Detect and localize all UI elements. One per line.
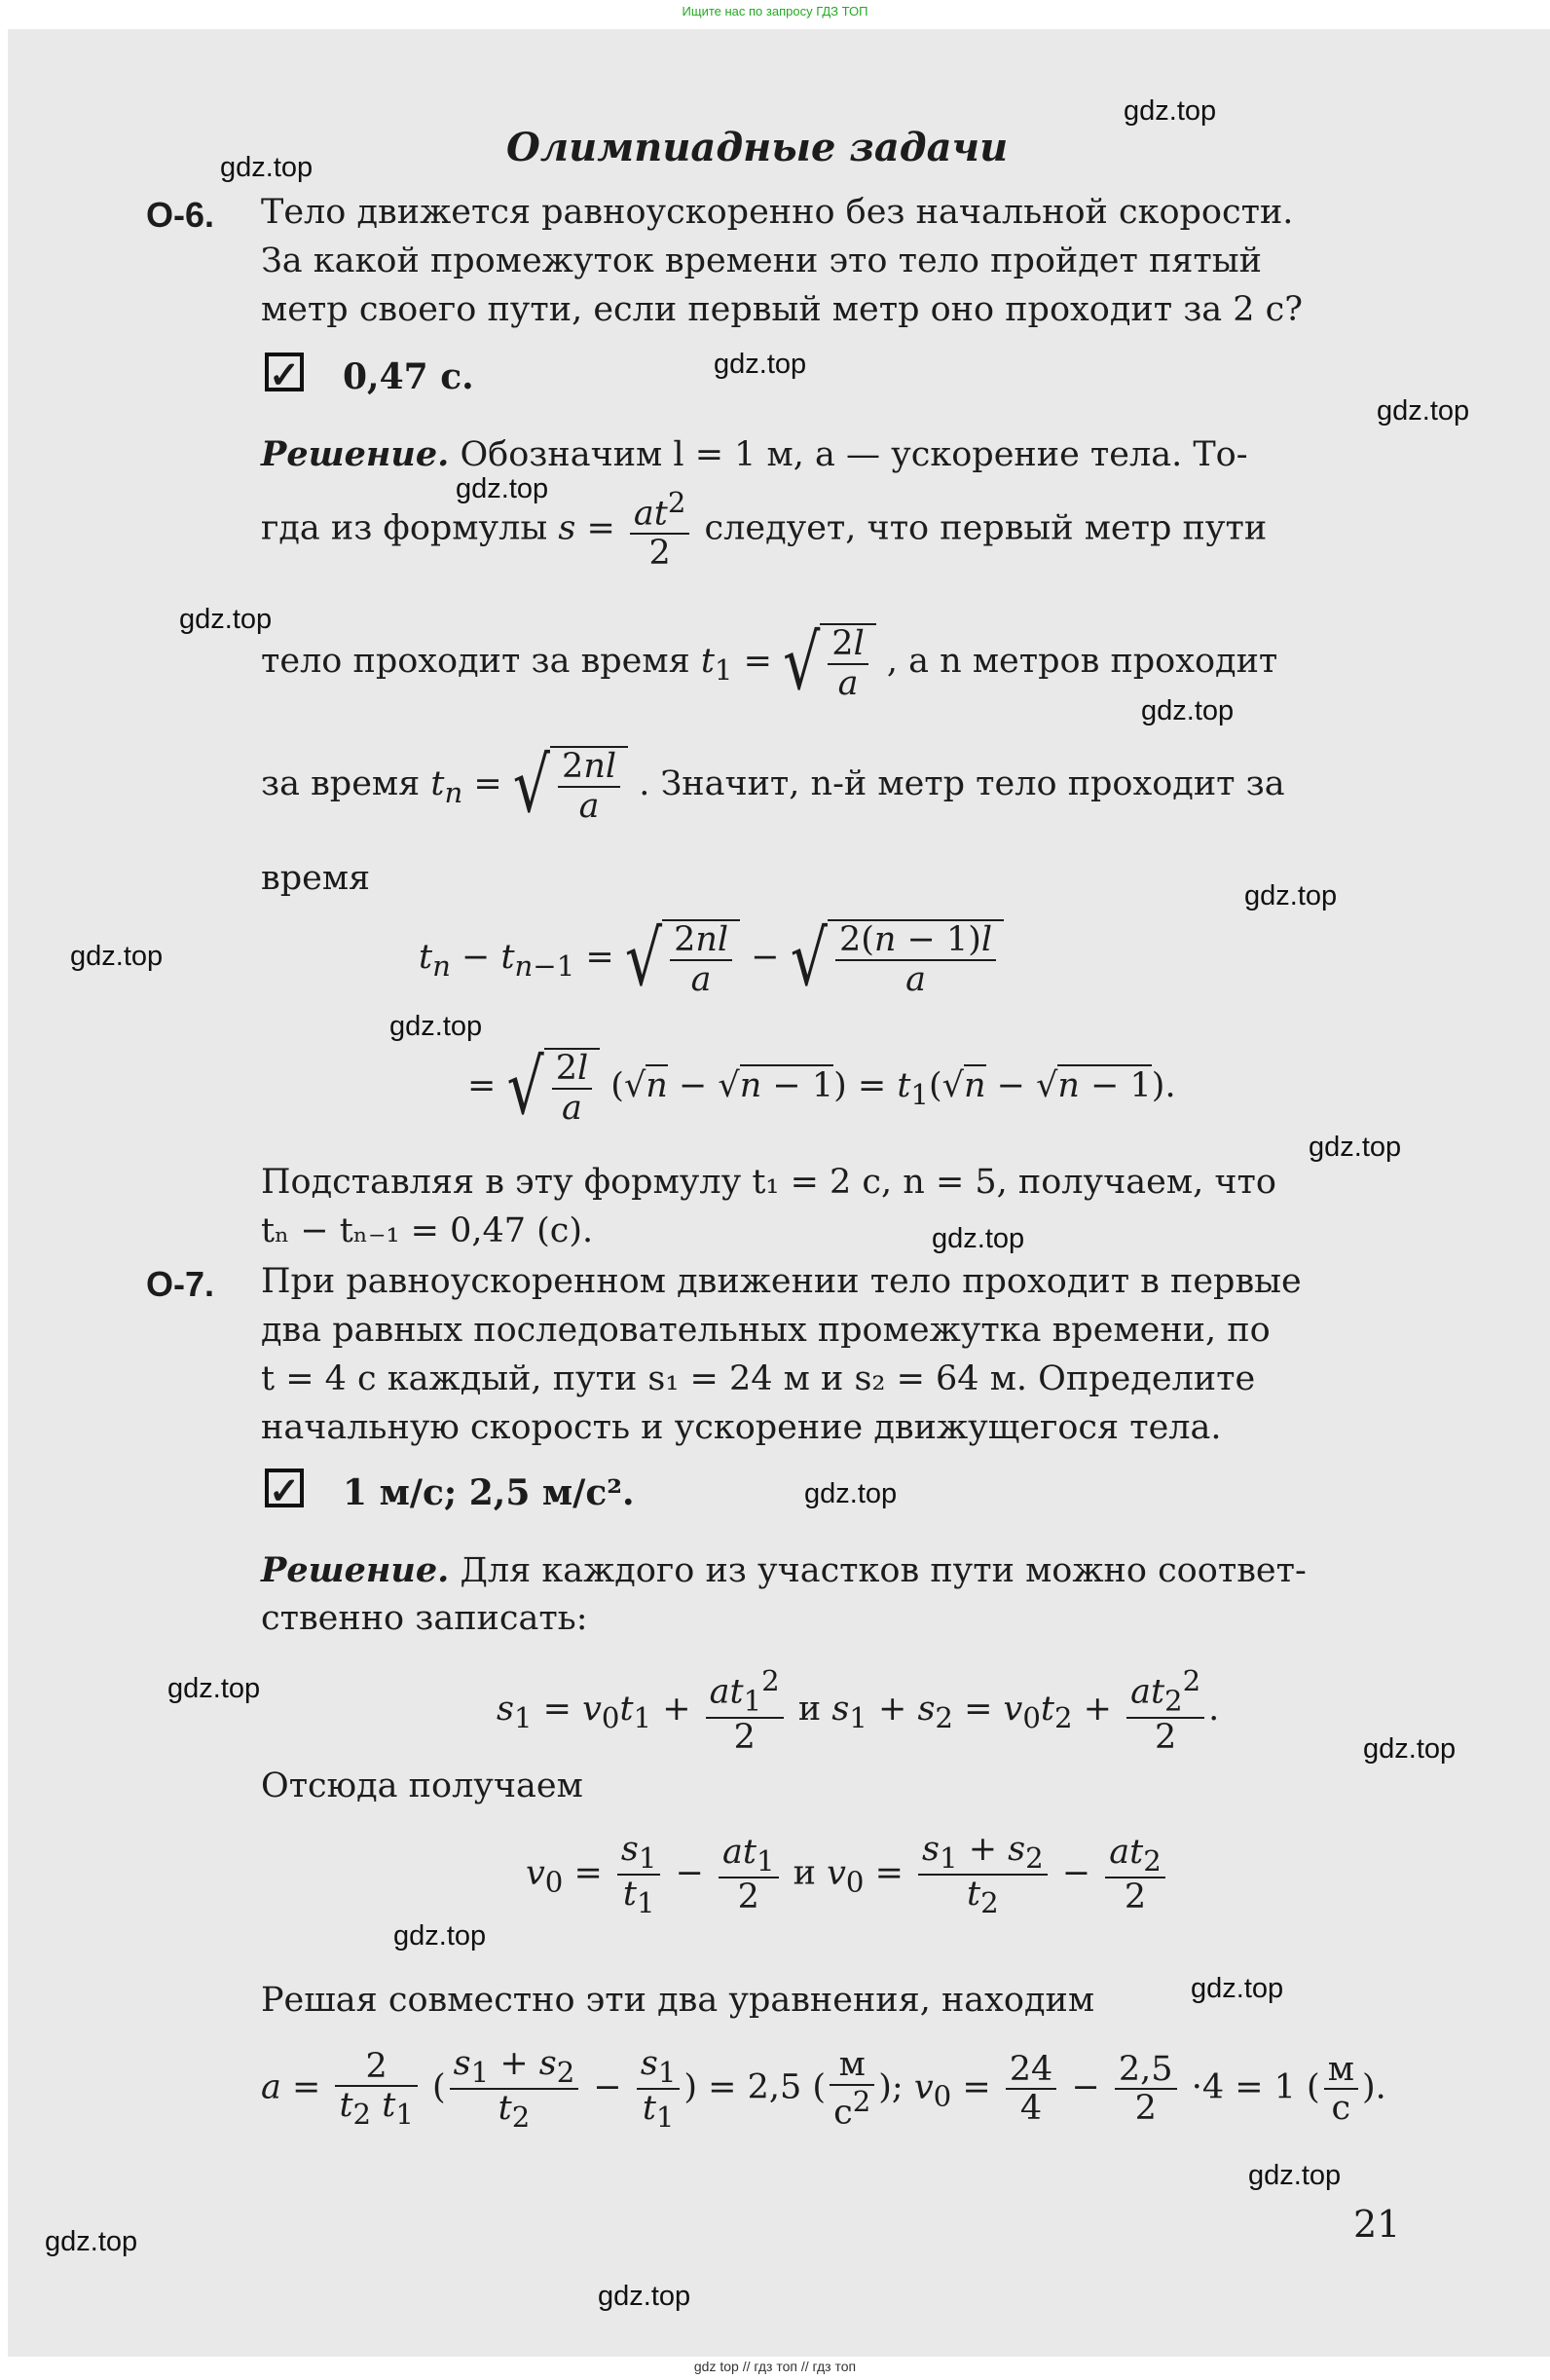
formula-fraction: $\frac{at^2}{2}$ <box>630 487 690 573</box>
watermark: gdz.top <box>456 473 549 504</box>
solution-text: ственно записать: <box>261 1599 588 1638</box>
formula-result: a = $\frac{2}{t_2 t_1}$ ( $\frac{s_1 + s_2}{t_2}$ − $\frac{s_1}{t_1}$ ) = 2,5 ( м $с^2$ ); $v_0$ = $\frac{24}{4}$ − $\frac{2,5}{2}$ ·4 = 1 ( м с ). <box>261 2044 1386 2135</box>
solution-line <box>261 434 1248 474</box>
solution-text: Подставляя в эту формулу t₁ = 2 с, n = 5, получаем, что <box>261 1163 1276 1202</box>
statement-line: два равных последовательных промежутка времени, по <box>261 1311 1271 1350</box>
watermark: gdz.top <box>389 1011 483 1042</box>
solution-label: Решение. <box>261 1550 450 1590</box>
solution-text: Отсюда получаем <box>261 1766 583 1805</box>
watermark: gdz.top <box>70 941 164 972</box>
solution-line: тело проходит за время $t_1$ = √ $\frac{2l}{a}$ , а n метров проходит <box>261 618 1278 707</box>
problem-number: О-7. <box>146 1264 215 1304</box>
watermark: gdz.top <box>714 349 807 380</box>
watermark: gdz.top <box>179 604 273 635</box>
solution-text: следует, что первый метр пути <box>704 508 1268 548</box>
answer: 1 м/с; 2,5 м/с². <box>343 1472 635 1513</box>
statement-line: метр своего пути, если первый метр оно проходит за 2 с? <box>261 290 1304 329</box>
watermark: gdz.top <box>1141 695 1235 726</box>
formula-simplified: = √ $\frac{2l}{a}$ $(√n - √n - 1) = t_1(√n - √n - 1)$. <box>467 1043 1176 1132</box>
watermark: gdz.top <box>1377 395 1470 427</box>
watermark: gdz.top <box>1124 95 1217 127</box>
watermark: gdz.top <box>804 1478 898 1509</box>
watermark: gdz.top <box>1244 880 1338 911</box>
watermark: gdz.top <box>393 1920 487 1952</box>
formula-paths: $s_1 = v_0t_1$ + $\frac{at_1^2}{2}$ и $s_1 + s_2 = v_0t_2$ + $\frac{at_2^2}{2}$ . <box>497 1664 1220 1757</box>
answer: 0,47 с. <box>343 356 474 397</box>
solution-text: время <box>261 859 371 898</box>
solution-line <box>261 1550 1307 1590</box>
formula-v0: $v_0$ = $\frac{s_1}{t_1}$ − $\frac{at_1}{2}$ и $v_0$ = $\frac{s_1 + s_2}{t_2}$ − $\frac{at_2}{2}$ <box>526 1831 1169 1918</box>
watermark: gdz.top <box>220 152 314 183</box>
watermark: gdz.top <box>45 2226 138 2257</box>
statement-line: t = 4 с каждый, пути s₁ = 24 м и s₂ = 64 м. Определите <box>261 1359 1256 1398</box>
page-number: 21 <box>1353 2203 1401 2246</box>
formula-difference: $t_n - t_{n-1}$ = √ $\frac{2nl}{a}$ − √ $\frac{2(n - 1)l}{a}$ <box>419 919 1004 998</box>
solution-text: тело проходит за время <box>261 642 690 681</box>
section-title: Олимпиадные задачи <box>506 125 1009 170</box>
watermark: gdz.top <box>932 1223 1025 1254</box>
answer-check-icon: ✓ <box>265 1469 304 1507</box>
watermark: gdz.top <box>1248 2160 1342 2191</box>
solution-text: Для каждого из участков пути можно соответ- <box>460 1551 1307 1590</box>
problem-number: О-6. <box>146 195 215 235</box>
solution-text: tₙ − tₙ₋₁ = 0,47 (с). <box>261 1211 594 1250</box>
solution-text: за время <box>261 764 421 803</box>
solution-text: Решая совместно эти два уравнения, находим <box>261 1981 1095 2020</box>
solution-text: гда из формулы <box>261 508 548 548</box>
watermark: gdz.top <box>1363 1733 1457 1765</box>
watermark: gdz.top <box>598 2281 691 2312</box>
statement-line: начальную скорость и ускорение движущегося тела. <box>261 1408 1222 1447</box>
header-banner[interactable]: Ищите нас по запросу ГДЗ ТОП <box>682 4 868 19</box>
solution-label: Решение. <box>261 434 450 474</box>
watermark: gdz.top <box>167 1673 261 1704</box>
footer-banner[interactable]: gdz top // гдз топ // гдз топ <box>693 2359 857 2374</box>
statement-line: Тело движется равноускоренно без начальной скорости. <box>261 193 1294 232</box>
statement-line: При равноускоренном движении тело проходит в первые <box>261 1262 1302 1301</box>
solution-line: за время $t_n$ = √ $\frac{2nl}{a}$ . Значит, n-й метр тело проходит за <box>261 741 1285 830</box>
solution-text: Обозначим l = 1 м, a — ускорение тела. То- <box>460 435 1248 474</box>
statement-line: За какой промежуток времени это тело пройдет пятый <box>261 242 1262 280</box>
watermark: gdz.top <box>1309 1132 1402 1163</box>
solution-text: . Значит, n-й метр тело проходит за <box>639 764 1285 803</box>
solution-text: , а n метров проходит <box>886 642 1278 681</box>
solution-line: гда из формулы s = $\frac{at^2}{2}$ следует, что первый метр пути <box>261 486 1268 574</box>
answer-check-icon: ✓ <box>265 353 304 391</box>
watermark: gdz.top <box>1191 1973 1284 2004</box>
